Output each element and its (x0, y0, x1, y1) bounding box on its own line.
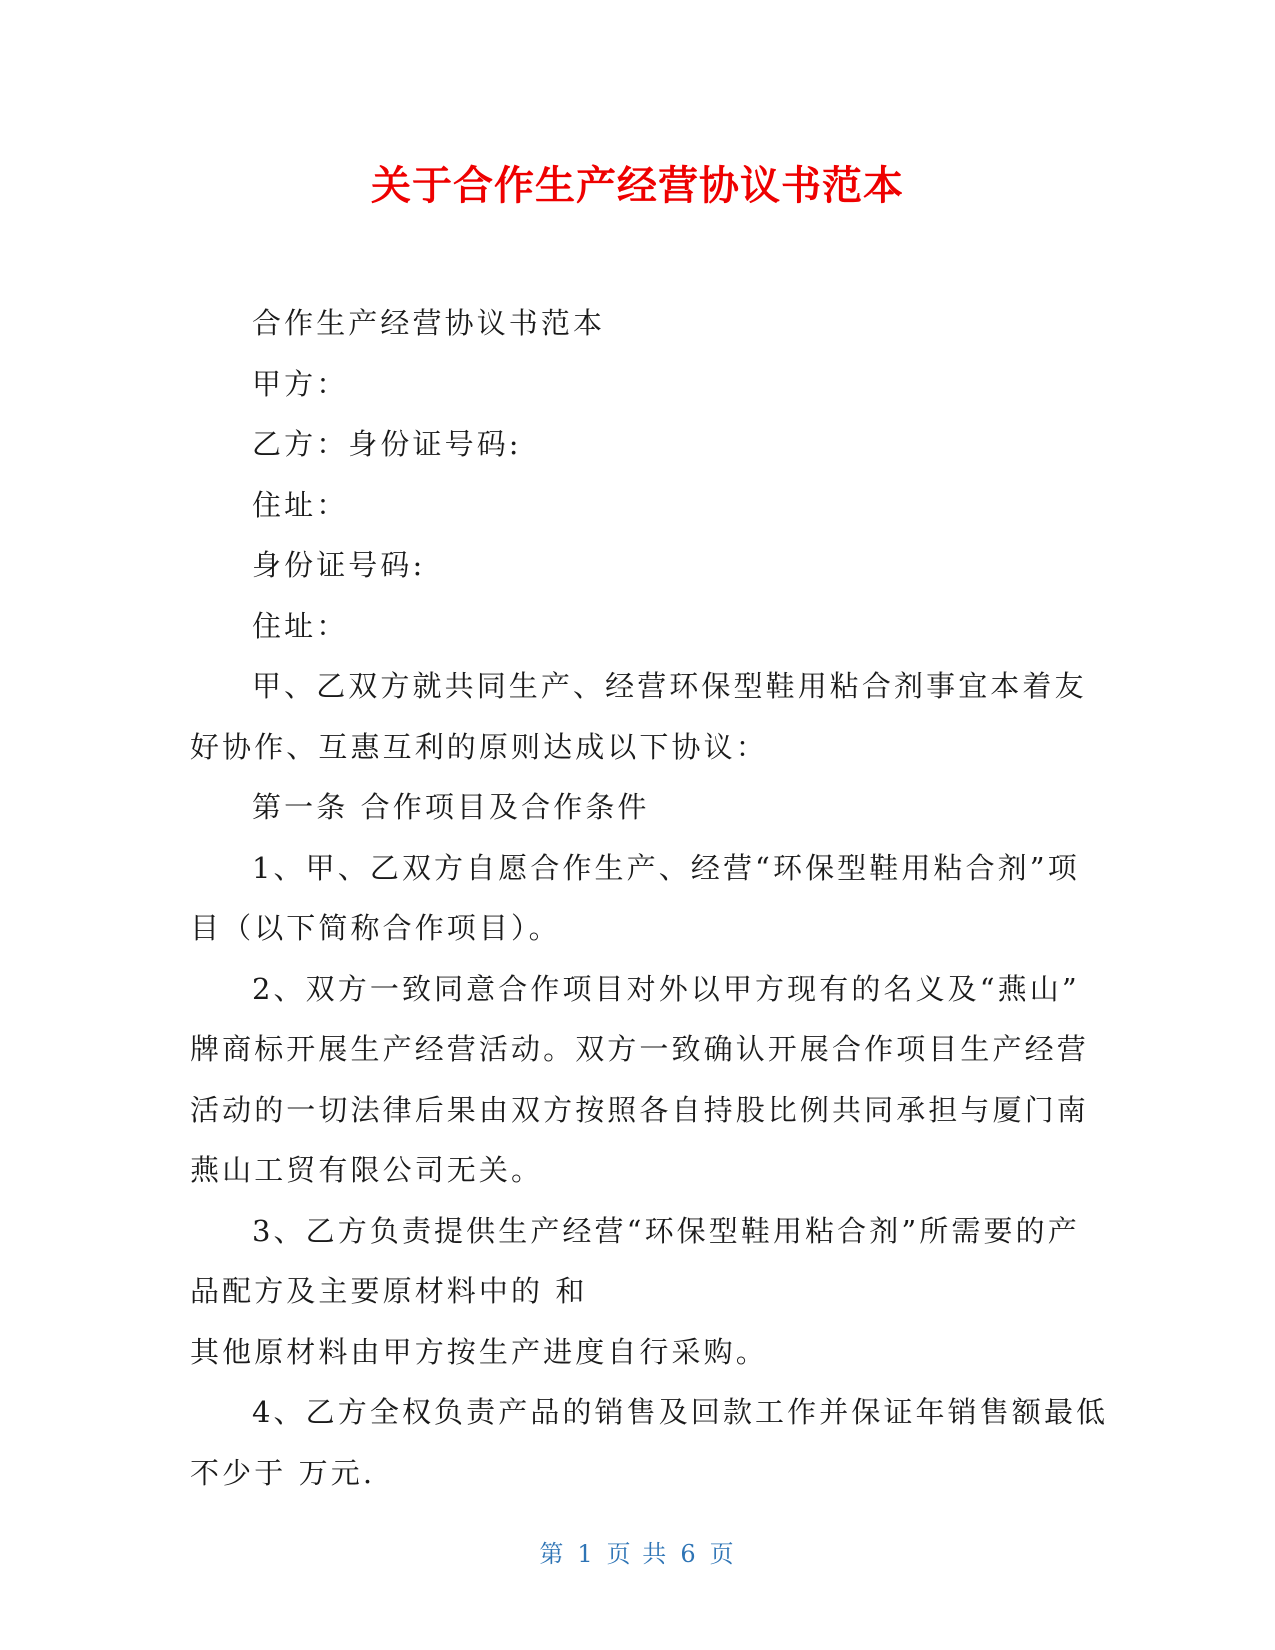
text-line: 住址： (252, 608, 349, 643)
footer-prefix: 第 (539, 1540, 566, 1568)
text-line: 不少于 万元. (190, 1455, 376, 1490)
text-line: 品配方及主要原材料中的 和 (190, 1274, 588, 1308)
text-line: 其他原材料由甲方按生产进度自行采购。 (190, 1334, 768, 1369)
text-line: 1、甲、乙双方自愿合作生产、经营“环保型鞋用粘合剂”项 (252, 850, 1080, 885)
text-line: 第一条 合作项目及合作条件 (252, 790, 650, 824)
text-line: 甲方： (252, 366, 349, 401)
current-page-number: 1 (577, 1540, 595, 1568)
text-line: 燕山工贸有限公司无关。 (190, 1153, 544, 1187)
text-line: 乙方：身份证号码: (252, 427, 522, 461)
document-body (190, 293, 1109, 1503)
text-line: 活动的一切法律后果由双方按照各自持股比例共同承担与厦门南 (190, 1092, 1089, 1127)
page-footer (0, 1539, 1275, 1569)
text-line: 身份证号码: (252, 548, 426, 582)
text-line: 目（以下简称合作项目）。 (190, 911, 561, 945)
text-line: 4、乙方全权负责产品的销售及回款工作并保证年销售额最低 (252, 1395, 1109, 1429)
footer-suffix: 页 (709, 1540, 736, 1568)
text-line: 住址： (252, 487, 349, 522)
text-line: 好协作、互惠互利的原则达成以下协议： (190, 729, 768, 764)
total-page-count: 6 (680, 1540, 698, 1568)
text-line: 甲、乙双方就共同生产、经营环保型鞋用粘合剂事宜本着友 (252, 669, 1087, 703)
text-line: 3、乙方负责提供生产经营“环保型鞋用粘合剂”所需要的产 (252, 1213, 1080, 1248)
text-line: 合作生产经营协议书范本 (252, 306, 606, 340)
document-title: 关于合作生产经营协议书范本 (371, 163, 904, 209)
footer-middle: 页 共 (606, 1540, 669, 1568)
text-line: 2、双方一致同意合作项目对外以甲方现有的名义及“燕山” (252, 971, 1080, 1006)
text-line: 牌商标开展生产经营活动。双方一致确认开展合作项目生产经营 (190, 1032, 1089, 1066)
